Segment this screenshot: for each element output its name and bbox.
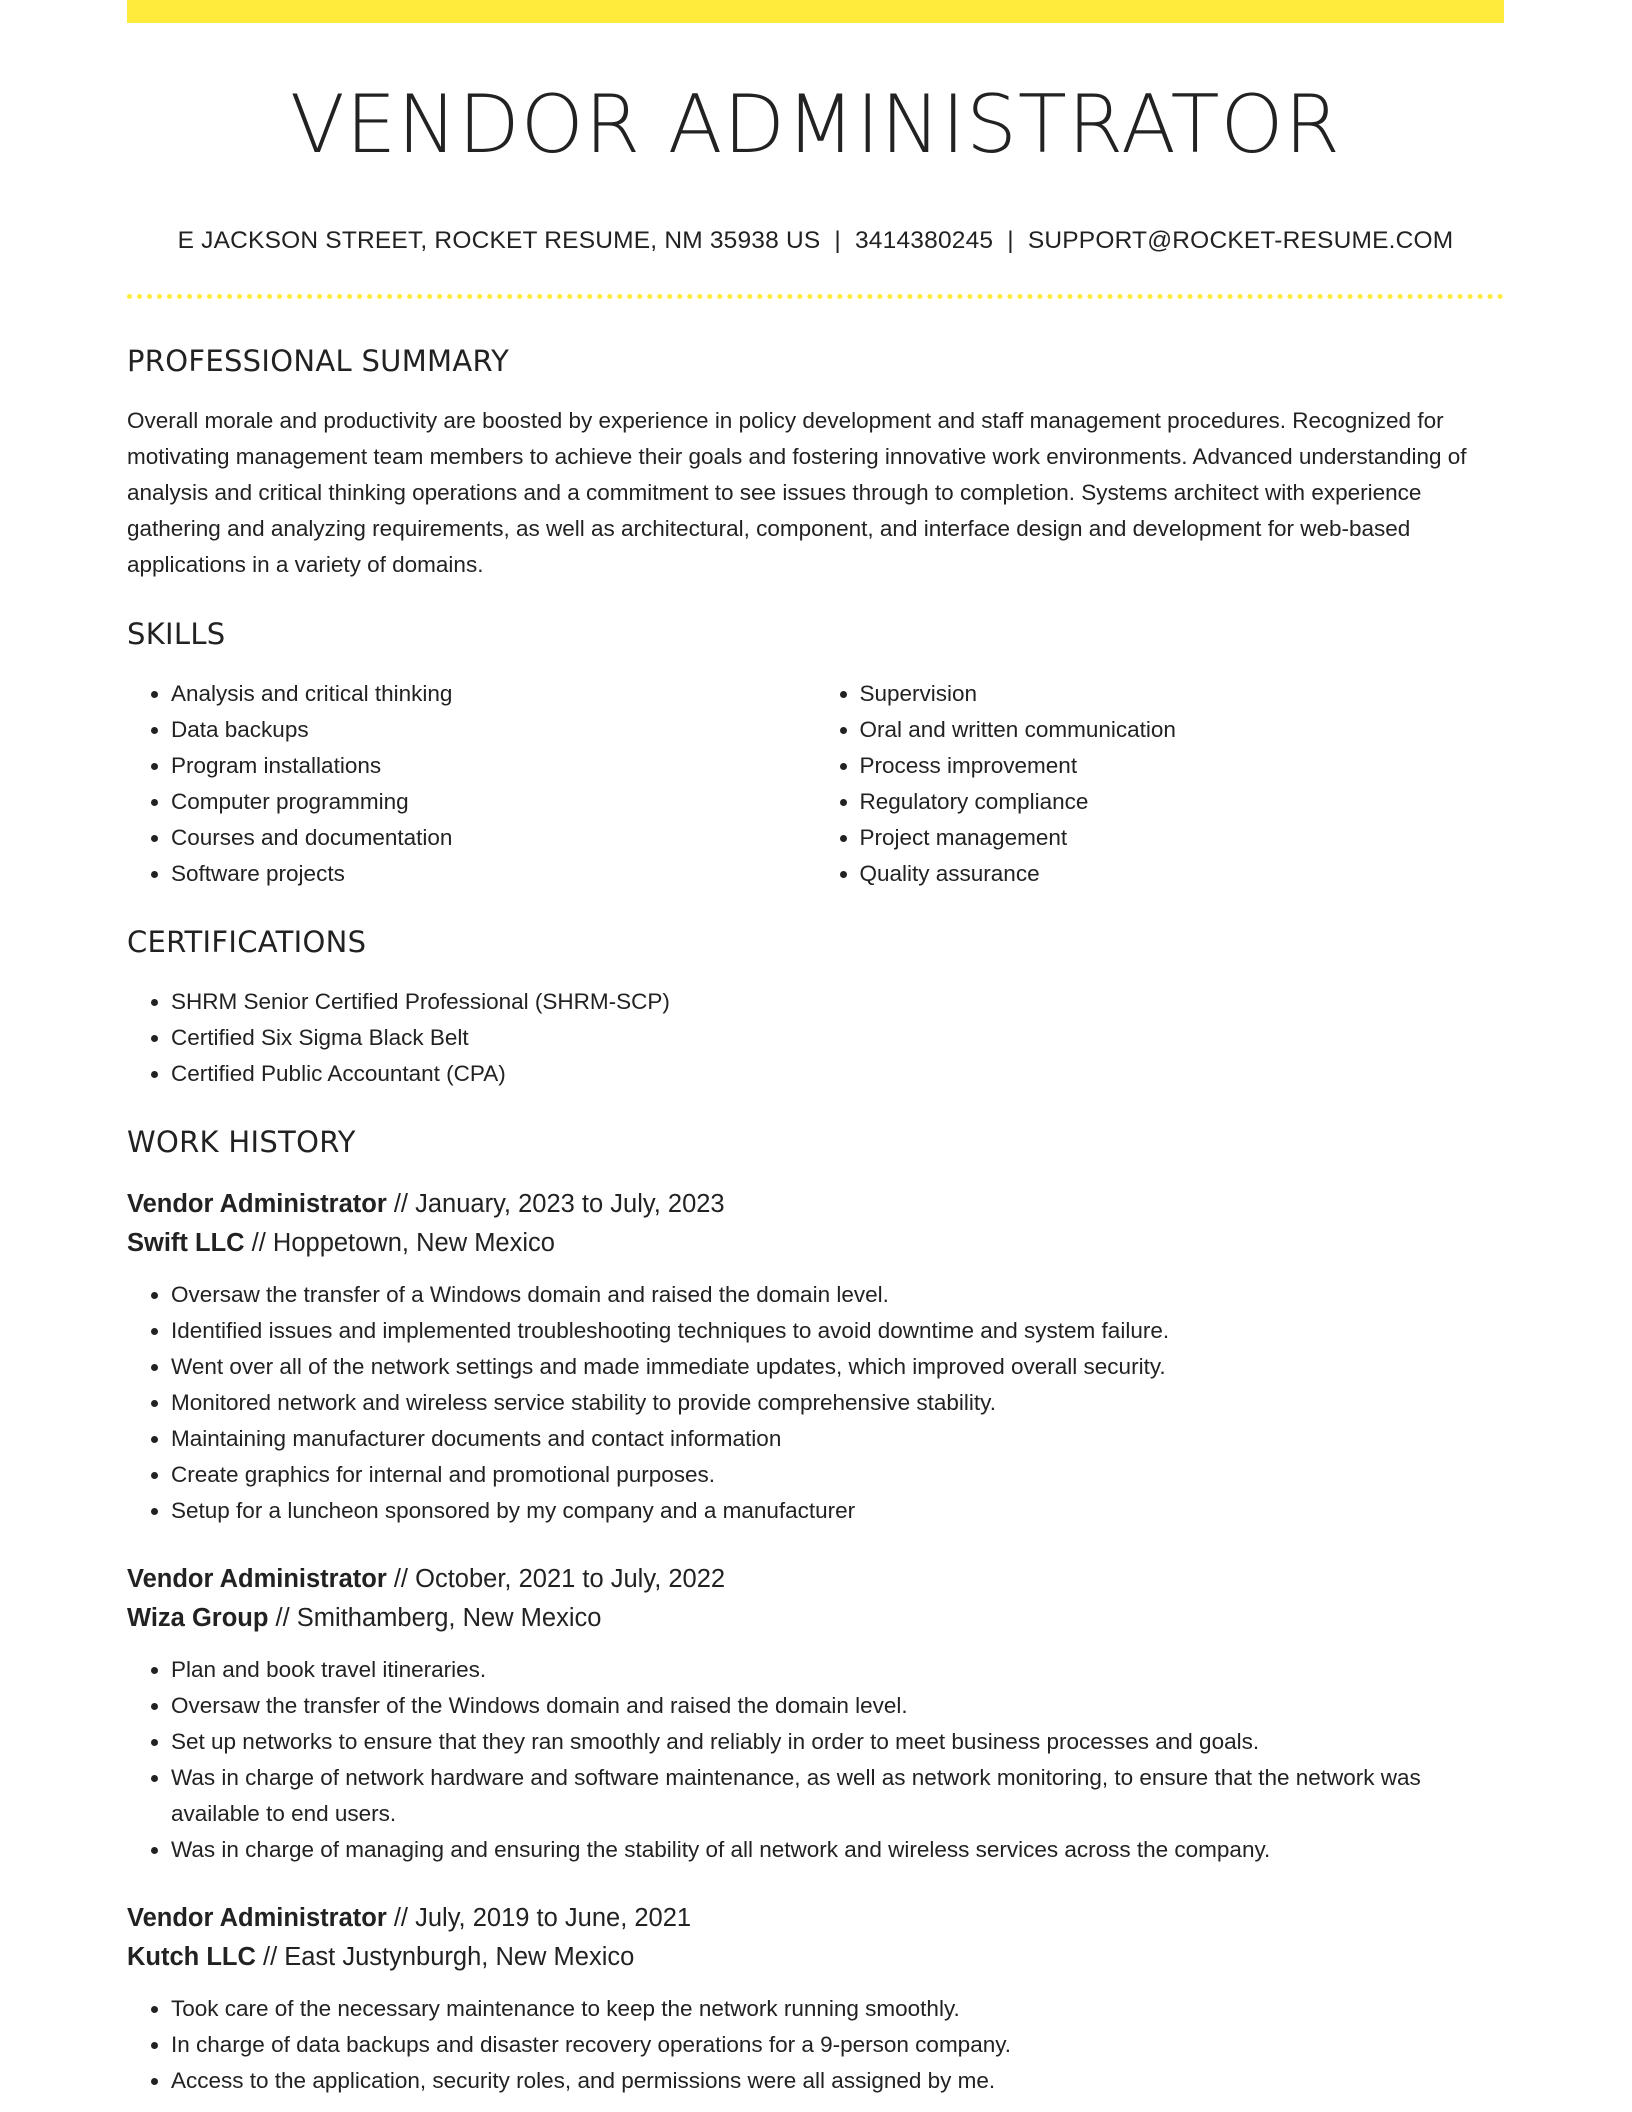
job-role-line <box>127 1560 1504 1599</box>
job-location: // East Justynburgh, New Mexico <box>255 1943 635 1971</box>
skill-item: • Courses and documentation <box>171 820 816 856</box>
job-entry <box>127 1560 1504 1868</box>
contact-line <box>127 227 1504 255</box>
resume-content <box>127 0 1504 2099</box>
job-bullet: • Was in charge of managing and ensuring the stability of all network and wireless services across the company. <box>171 1832 1504 1868</box>
skill-item: • Quality assurance <box>860 856 1505 892</box>
accent-top-bar <box>127 0 1504 23</box>
skill-item: • Process improvement <box>860 748 1505 784</box>
job-company-line <box>127 1224 1504 1263</box>
skill-item: • Project management <box>860 820 1505 856</box>
job-bullet: • In charge of data backups and disaster recovery operations for a 9-person company. <box>171 2027 1504 2063</box>
job-bullets <box>127 1991 1504 2099</box>
job-role: Vendor Administrator <box>127 1904 387 1932</box>
skill-item: • Oral and written communication <box>860 712 1505 748</box>
skill-item: • Supervision <box>860 676 1505 712</box>
skill-item: • Software projects <box>171 856 816 892</box>
skills-heading: SKILLS <box>127 617 226 651</box>
skills-grid <box>127 676 1504 892</box>
certifications-list <box>127 984 1504 1092</box>
job-dates: // January, 2023 to July, 2023 <box>386 1190 725 1218</box>
job-bullets <box>127 1652 1504 1868</box>
work-history-heading: WORK HISTORY <box>127 1125 356 1159</box>
skills-list-left <box>127 676 816 892</box>
summary-text: Overall morale and productivity are boosted by experience in policy development and staff management procedures. Recognized for motivating management team members to achieve their goals and fostering innovative work environments. Advanced understanding of analysis and critical thinking operations and a commitment to see issues through to completion. Systems architect with experience gathering and analyzing requirements, as well as architectural, component, and interface design and development for web-based applications in a variety of domains. <box>127 408 1467 577</box>
contact-email: SUPPORT@ROCKET-RESUME.COM <box>1027 227 1454 254</box>
summary-heading: PROFESSIONAL SUMMARY <box>127 344 510 378</box>
skill-item: • Analysis and critical thinking <box>171 676 816 712</box>
job-company: Swift LLC <box>127 1229 245 1257</box>
contact-address: E JACKSON STREET, ROCKET RESUME, NM 35938 US <box>177 227 821 254</box>
job-role: Vendor Administrator <box>127 1565 387 1593</box>
job-company-line <box>127 1938 1504 1977</box>
job-bullet: • Took care of the necessary maintenance to keep the network running smoothly. <box>171 1991 1504 2027</box>
job-bullet: • Oversaw the transfer of the Windows domain and raised the domain level. <box>171 1688 1504 1724</box>
contact-separator: | <box>834 227 841 254</box>
dotted-divider <box>127 294 1504 299</box>
certifications-heading: CERTIFICATIONS <box>127 925 367 959</box>
job-bullet: • Create graphics for internal and promotional purposes. <box>171 1457 1504 1493</box>
contact-phone: 3414380245 <box>854 227 994 254</box>
job-company: Kutch LLC <box>127 1943 256 1971</box>
job-bullet: • Went over all of the network settings and made immediate updates, which improved overall security. <box>171 1349 1504 1385</box>
skill-item: • Regulatory compliance <box>860 784 1505 820</box>
job-entry <box>127 1185 1504 1529</box>
job-bullet: • Oversaw the transfer of a Windows domain and raised the domain level. <box>171 1277 1504 1313</box>
job-location: // Smithamberg, New Mexico <box>268 1604 602 1632</box>
job-entry <box>127 1899 1504 2099</box>
job-role-line <box>127 1185 1504 1224</box>
job-bullet: • Maintaining manufacturer documents and contact information <box>171 1421 1504 1457</box>
job-bullet: • Identified issues and implemented troubleshooting techniques to avoid downtime and system failure. <box>171 1313 1504 1349</box>
job-bullet: • Access to the application, security roles, and permissions were all assigned by me. <box>171 2063 1504 2099</box>
skill-item: • Computer programming <box>171 784 816 820</box>
job-location: // Hoppetown, New Mexico <box>244 1229 555 1257</box>
job-dates: // October, 2021 to July, 2022 <box>386 1565 726 1593</box>
job-bullets <box>127 1277 1504 1529</box>
candidate-title: VENDOR ADMINISTRATOR <box>289 78 1341 171</box>
job-bullet: • Setup for a luncheon sponsored by my company and a manufacturer <box>171 1493 1504 1529</box>
job-bullet: • Set up networks to ensure that they ran smoothly and reliably in order to meet business processes and goals. <box>171 1724 1504 1760</box>
skills-list-right <box>816 676 1505 892</box>
job-company: Wiza Group <box>127 1604 269 1632</box>
certification-item: • Certified Public Accountant (CPA) <box>171 1056 1504 1092</box>
contact-separator: | <box>1007 227 1014 254</box>
job-company-line <box>127 1599 1504 1638</box>
job-bullet: • Was in charge of network hardware and software maintenance, as well as network monitoring, to ensure that the network was available to end users. <box>171 1760 1504 1832</box>
certification-item: • Certified Six Sigma Black Belt <box>171 1020 1504 1056</box>
job-role: Vendor Administrator <box>127 1190 387 1218</box>
skill-item: • Data backups <box>171 712 816 748</box>
skill-item: • Program installations <box>171 748 816 784</box>
job-role-line <box>127 1899 1504 1938</box>
job-bullet: • Plan and book travel itineraries. <box>171 1652 1504 1688</box>
certification-item: • SHRM Senior Certified Professional (SHRM-SCP) <box>171 984 1504 1020</box>
job-dates: // July, 2019 to June, 2021 <box>386 1904 692 1932</box>
job-bullet: • Monitored network and wireless service stability to provide comprehensive stability. <box>171 1385 1504 1421</box>
